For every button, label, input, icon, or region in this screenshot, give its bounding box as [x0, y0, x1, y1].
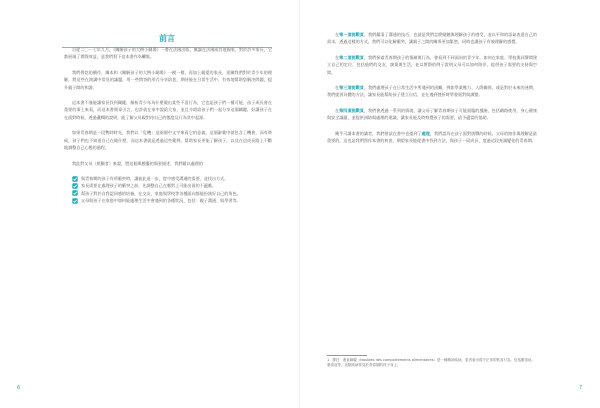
- checklist-item: [72, 197, 272, 204]
- checklist: [64, 175, 272, 204]
- preface-heading: 前言: [159, 34, 175, 43]
- paragraph: 我此對父母（照顧者）來說，將這個與模擬的場景描述，我們藉以處理的：: [72, 160, 208, 166]
- checklist-item: [72, 190, 272, 197]
- closing-highlight: 處理: [421, 130, 430, 136]
- challenge-paragraph: 在第二頂挑戰頁，我們探索青春期孩子的情緒與行為，會看到不同面向的青少年，如何在家庭、學校與同儕間建立自己的定位，包括他們的交友、課業與生活，並以實際的例子說明父母可以如何陪伴，提供孩子需要的支持與空間。: [327, 54, 538, 75]
- checklist-item-text: 與青春期的孩子有所衝突時，讓彼此退一步，從中感受溝通的需要，並找出方式。: [81, 176, 229, 182]
- checklist-item-text: 幫孩子對於自我認同感的培養，在交友、家庭與學校等各種面向都能扮演好自己的角色。: [81, 190, 241, 196]
- footnote-text: 譯註：進食障礙（troubles des comportements alimentaires）是一種精神疾病，患者會出現不正常的飲食行為，包括厭食症、暴食症等，這類疾病常見於青春期的孩子身上。: [327, 358, 536, 368]
- challenge-text: ，我們探索青春期孩子的情緒與行為，會看到不同面向的青少年，如何在家庭、學校與同儕間建立自己的定位，包括他們的交友、課業與生活，並以實際的例子說明父母可以如何陪伴，提供孩子需要的支持與空間。: [327, 54, 538, 75]
- checklist-item-text: 父母與孩子在家庭中如何能處理生活中會遇到的各種狀況，包括：親子溝通、與學習等。: [81, 198, 241, 204]
- paragraph: 這本書不僅能讓家長找到關鍵，解析青少年為什麼做出某些不喜行為，它也是孩子們一種可能，孩子成長會在重要的事上來看，而這本書開章引言，也許就在家中說給大家，並且介紹給孩子們一起分享這個關鍵，好讓孩子在在面對時候，透過邏輯的說明，能了解父母親對待自己的態度及行為其中起源。: [64, 100, 272, 120]
- page-number-right: 7: [579, 385, 583, 391]
- closing-paragraph: [327, 130, 537, 145]
- checkbox-check-icon: [72, 198, 78, 204]
- right-page: [300, 0, 600, 408]
- paragraph: 我們傳您的續作，關本和《關解孩子的大餅小劇場》一模一樣，再加上親愛的家長，延續我們對於青少年的理解，將這些在演講中常見的議題，用一些問答的形式分享給您，期待能在日常生活中，有效地幫助您解決問題，提升親子間的和諧。: [64, 69, 272, 90]
- challenge-label: 第三頂挑戰頁: [339, 85, 364, 91]
- checklist-item: [72, 182, 272, 189]
- challenge-label: 第二頂挑戰頁: [339, 54, 364, 60]
- footnote-divider: [327, 355, 367, 356]
- challenge-text: ，我們處理孩子在日常生活中所遇到的困難，例如學業壓力、人際關係，或是對於未來的迷惘，我們提供具體的方法，讓家長能幫助孩子建立自信，並在遇到挫折時學會面對與調整。: [327, 85, 538, 98]
- challenge-text: ，我們會透過一系列的情境，讓父母了解青春期孩子可能面臨的風險，包括網路使用、身心健康與安全議題，並提供預防與處理的建議，讓家長能及時察覺孩子的需要，給予適當的協助。: [327, 107, 538, 121]
- checklist-item: [72, 175, 272, 182]
- right-body-text: [327, 31, 537, 153]
- footnote-mark: 1: [327, 358, 330, 362]
- paragraph: 如果青春期是一段暫時時光，我們以「危機」這兩個中文字來看它的意義，這個辭彙中就包含了機會，而有時候，孩子們也不知道自己在做什麼，而這本書就是透過這些範例，幫助家長更能了解孩子，以及在這成長路上不斷地調整自己心態的過程。: [64, 130, 272, 150]
- challenge-label: 第四頂挑戰頁: [339, 107, 364, 113]
- challenge-paragraph: 在第三頂挑戰頁，我們處理孩子在日常生活中所遇到的困難，例如學業壓力、人際關係，或是對於未來的迷惘，我們提供具體的方法，讓家長能幫助孩子建立自信，並在遇到挫折時學會面對與調整。: [327, 85, 538, 98]
- checkbox-check-icon: [72, 176, 78, 182]
- paragraph: 自從二〇一七年九月，《關解孩子的大餅小劇場》一書在法國出版，無論在法國或其他國家，對於許多家長，它都展現了實際效益，是我們寫下這本書作為繼集。: [64, 47, 272, 60]
- checklist-item-text: 家長需要在處理孩子的衝突之前，先調整自己在應對上可能出現的不適應。: [81, 183, 217, 189]
- challenge-text: ，我們釐清了溝通的技巧，也就是我們怎麼傾聽與理解孩子的感受，並以平和的語氣表達自己的需求，透過這樣的方式，我們可以化解衝突，讓親子之間的關係更加緊密，同時也讓孩子有被理解的感覺。: [327, 32, 538, 45]
- checkbox-check-icon: [72, 183, 78, 189]
- closing-suffix: ，我們認為在孩子面對挑戰的時候，父母的陪伴與理解是最重要的，這也是我們寫作本書的初衷，期望家長能從書中找到方法，與孩子一同成長，度過這段充滿變化的青春期。: [327, 130, 538, 144]
- footnote: [327, 358, 537, 369]
- checkbox-check-icon: [72, 190, 78, 196]
- page-number-left: 6: [17, 385, 21, 391]
- left-body-text: [64, 46, 272, 210]
- challenge-label: 第一頂挑戰頁: [339, 32, 364, 37]
- challenge-paragraph: 在第一頂挑戰頁，我們釐清了溝通的技巧，也就是我們怎麼傾聽與理解孩子的感受，並以平和的語氣表達自己的需求，透過這樣的方式，我們可以化解衝突，讓親子之間的關係更加緊密，同時也讓孩子有被理解的感覺。: [327, 32, 538, 45]
- challenge-paragraph: 在第四頂挑戰頁，我們會透過一系列的情境，讓父母了解青春期孩子可能面臨的風險，包括網路使用、身心健康與安全議題，並提供預防與處理的建議，讓家長能及時察覺孩子的需要，給予適當的協助。: [327, 107, 538, 121]
- closing-prefix: 幾乎可讀本書的讀者，我們嘗試在書中也提到了: [335, 130, 422, 136]
